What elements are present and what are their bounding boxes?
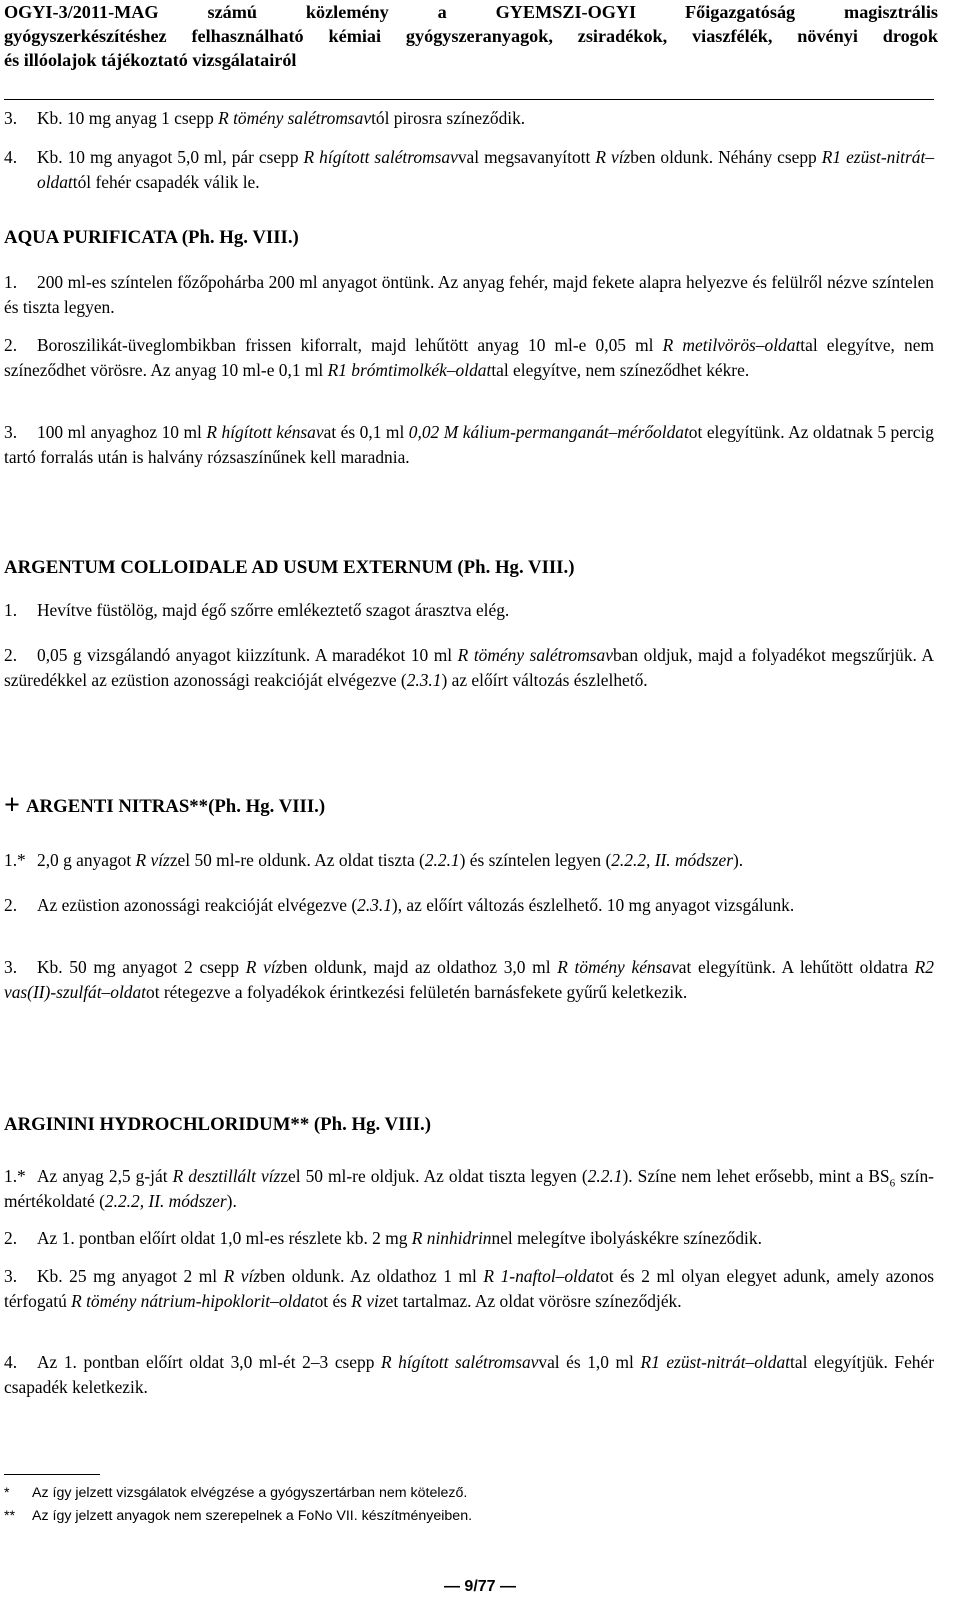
test-item xyxy=(4,598,934,623)
item-text: Kb. 10 mg anyag 1 csepp R tömény salétromsavtól pirosra színeződik. xyxy=(37,108,526,128)
test-item xyxy=(4,1350,934,1399)
item-text: 100 ml anyaghoz 10 ml R hígított kénsavat és 0,1 ml 0,02 M kálium-permanganát–mérőoldatot elegyítünk. Az oldatnak 5 percig tartó forralás után is halvány rózsaszínűnek kell maradnia. xyxy=(4,422,934,467)
item-text: Az ezüstion azonossági reakcióját elvégezve (2.3.1), az előírt változás észlelhető. 10 mg anyagot vizsgálunk. xyxy=(37,895,795,915)
item-number: 3. xyxy=(4,108,18,128)
section-title-text: ARGENTI NITRAS**(Ph. Hg. VIII.) xyxy=(25,796,326,817)
section-title-arginini-hydrochloridum: ARGININI HYDROCHLORIDUM** (Ph. Hg. VIII.) xyxy=(4,1114,431,1135)
item-text: Kb. 10 mg anyagot 5,0 ml, pár csepp R hígított salétromsavval megsavanyított R vízben oldunk. Néhány csepp R1 ezüst-nitrát–oldattól fehér csapadék válik le. xyxy=(37,147,935,192)
test-item xyxy=(4,1226,934,1251)
test-item xyxy=(4,270,934,319)
item-number: 1. xyxy=(4,600,18,620)
section-title-argenti-nitras xyxy=(4,792,325,819)
item-text: Kb. 50 mg anyagot 2 csepp R vízben oldunk, majd az oldathoz 3,0 ml R tömény kénsavat elegyítünk. A lehűtött oldatra R2 vas(II)-szulfát–oldatot rétegezve a folyadékok érintkezési felületén barnásfekete gyűrű keletkezik. xyxy=(4,957,934,1002)
header-line-3: és illóolajok tájékoztató vizsgálatairól xyxy=(4,50,297,70)
section-title-aqua-purificata: AQUA PURIFICATA (Ph. Hg. VIII.) xyxy=(4,227,299,248)
item-number: 4. xyxy=(4,147,18,167)
test-item xyxy=(4,955,934,1004)
item-number: 2. xyxy=(4,1228,18,1248)
page-number: — 9/77 — xyxy=(443,1578,517,1595)
item-text: 200 ml-es színtelen főzőpohárba 200 ml anyagot öntünk. Az anyag fehér, majd fekete alapra helyezve és felülről nézve színtelen és tiszta legyen. xyxy=(4,272,934,317)
test-item xyxy=(4,106,934,131)
header-line-1: OGYI-3/2011-MAG számú közlemény a GYEMSZI-OGYI Főigazgatóság magisztrális xyxy=(4,2,938,22)
footnote xyxy=(4,1484,467,1502)
document-header xyxy=(4,0,938,72)
header-line-2: gyógyszerkészítéshez felhasználható kémiai gyógyszeranyagok, zsiradékok, viaszfélék, növényi drogok xyxy=(4,26,938,46)
item-number: 2. xyxy=(4,335,18,355)
item-number: 2. xyxy=(4,895,18,915)
test-item xyxy=(4,420,934,469)
footnote xyxy=(4,1507,472,1525)
item-number: 1.* xyxy=(4,850,26,870)
test-item xyxy=(4,643,934,692)
item-text: Boroszilikát-üveglombikban frissen kiforralt, majd lehűtött anyag 10 ml-e 0,05 ml R metilvörös–oldattal elegyítve, nem színeződhet vörösre. Az anyag 10 ml-e 0,1 ml R1 brómtimolkék–oldattal elegyítve, nem színeződhet kékre. xyxy=(4,335,934,380)
section-title-argentum-colloidale: ARGENTUM COLLOIDALE AD USUM EXTERNUM (Ph. Hg. VIII.) xyxy=(4,557,575,578)
header-rule xyxy=(4,99,934,100)
footnote-marker: ** xyxy=(4,1508,16,1524)
test-item xyxy=(4,333,934,382)
item-text: 0,05 g vizsgálandó anyagot kiizzítunk. A maradékot 10 ml R tömény salétromsavban oldjuk, majd a folyadékot megszűrjük. A szüredékkel az ezüstion azonossági reakcióját elvégezve (2.3.1) az előírt változás észlelhető. xyxy=(4,645,934,690)
item-number: 1.* xyxy=(4,1166,26,1186)
item-text: Az 1. pontban előírt oldat 1,0 ml-es részlete kb. 2 mg R ninhidrinnel melegítve ibolyáskékre színeződik. xyxy=(37,1228,762,1248)
footnote-marker: * xyxy=(4,1485,10,1501)
item-number: 2. xyxy=(4,645,18,665)
test-item xyxy=(4,1164,934,1213)
footnote-text: Az így jelzett vizsgálatok elvégzése a gyógyszertárban nem kötelező. xyxy=(32,1485,468,1501)
item-number: 3. xyxy=(4,957,18,977)
test-item xyxy=(4,848,934,873)
test-item xyxy=(4,893,934,918)
item-number: 3. xyxy=(4,1266,18,1286)
item-number: 3. xyxy=(4,422,18,442)
item-text: Kb. 25 mg anyagot 2 ml R vízben oldunk. Az oldathoz 1 ml R 1-naftol–oldatot és 2 ml olyan elegyet adunk, amely azonos térfogatú R tömény nátrium-hipoklorit–oldatot és R vizet tartalmaz. Az oldat vörösre színeződjék. xyxy=(4,1266,935,1311)
test-item xyxy=(4,145,934,194)
item-text: Hevítve füstölög, majd égő szőrre emlékeztető szagot árasztva elég. xyxy=(37,600,510,620)
footnote-rule xyxy=(4,1474,100,1475)
item-text: 2,0 g anyagot R vízzel 50 ml-re oldunk. Az oldat tiszta (2.2.1) és színtelen legyen (2.2.2, II. módszer). xyxy=(37,850,744,870)
footnote-text: Az így jelzett anyagok nem szerepelnek a FoNo VII. készítményeiben. xyxy=(32,1508,473,1524)
item-text: Az anyag 2,5 g-ját R desztillált vízzel 50 ml-re oldjuk. Az oldat tiszta legyen (2.2.1). Színe nem lehet erősebb, mint a $BS_6$ szín-mértékoldaté (2.2.2, II. módszer). xyxy=(4,1166,934,1211)
item-text: Az 1. pontban előírt oldat 3,0 ml-ét 2–3 csepp R hígított salétromsavval és 1,0 ml R1 ezüst-nitrát–oldattal elegyítjük. Fehér csapadék keletkezik. xyxy=(4,1352,935,1397)
plus-icon: + xyxy=(4,790,20,821)
test-item xyxy=(4,1264,934,1313)
item-number: 1. xyxy=(4,272,18,292)
item-number: 4. xyxy=(4,1352,18,1372)
